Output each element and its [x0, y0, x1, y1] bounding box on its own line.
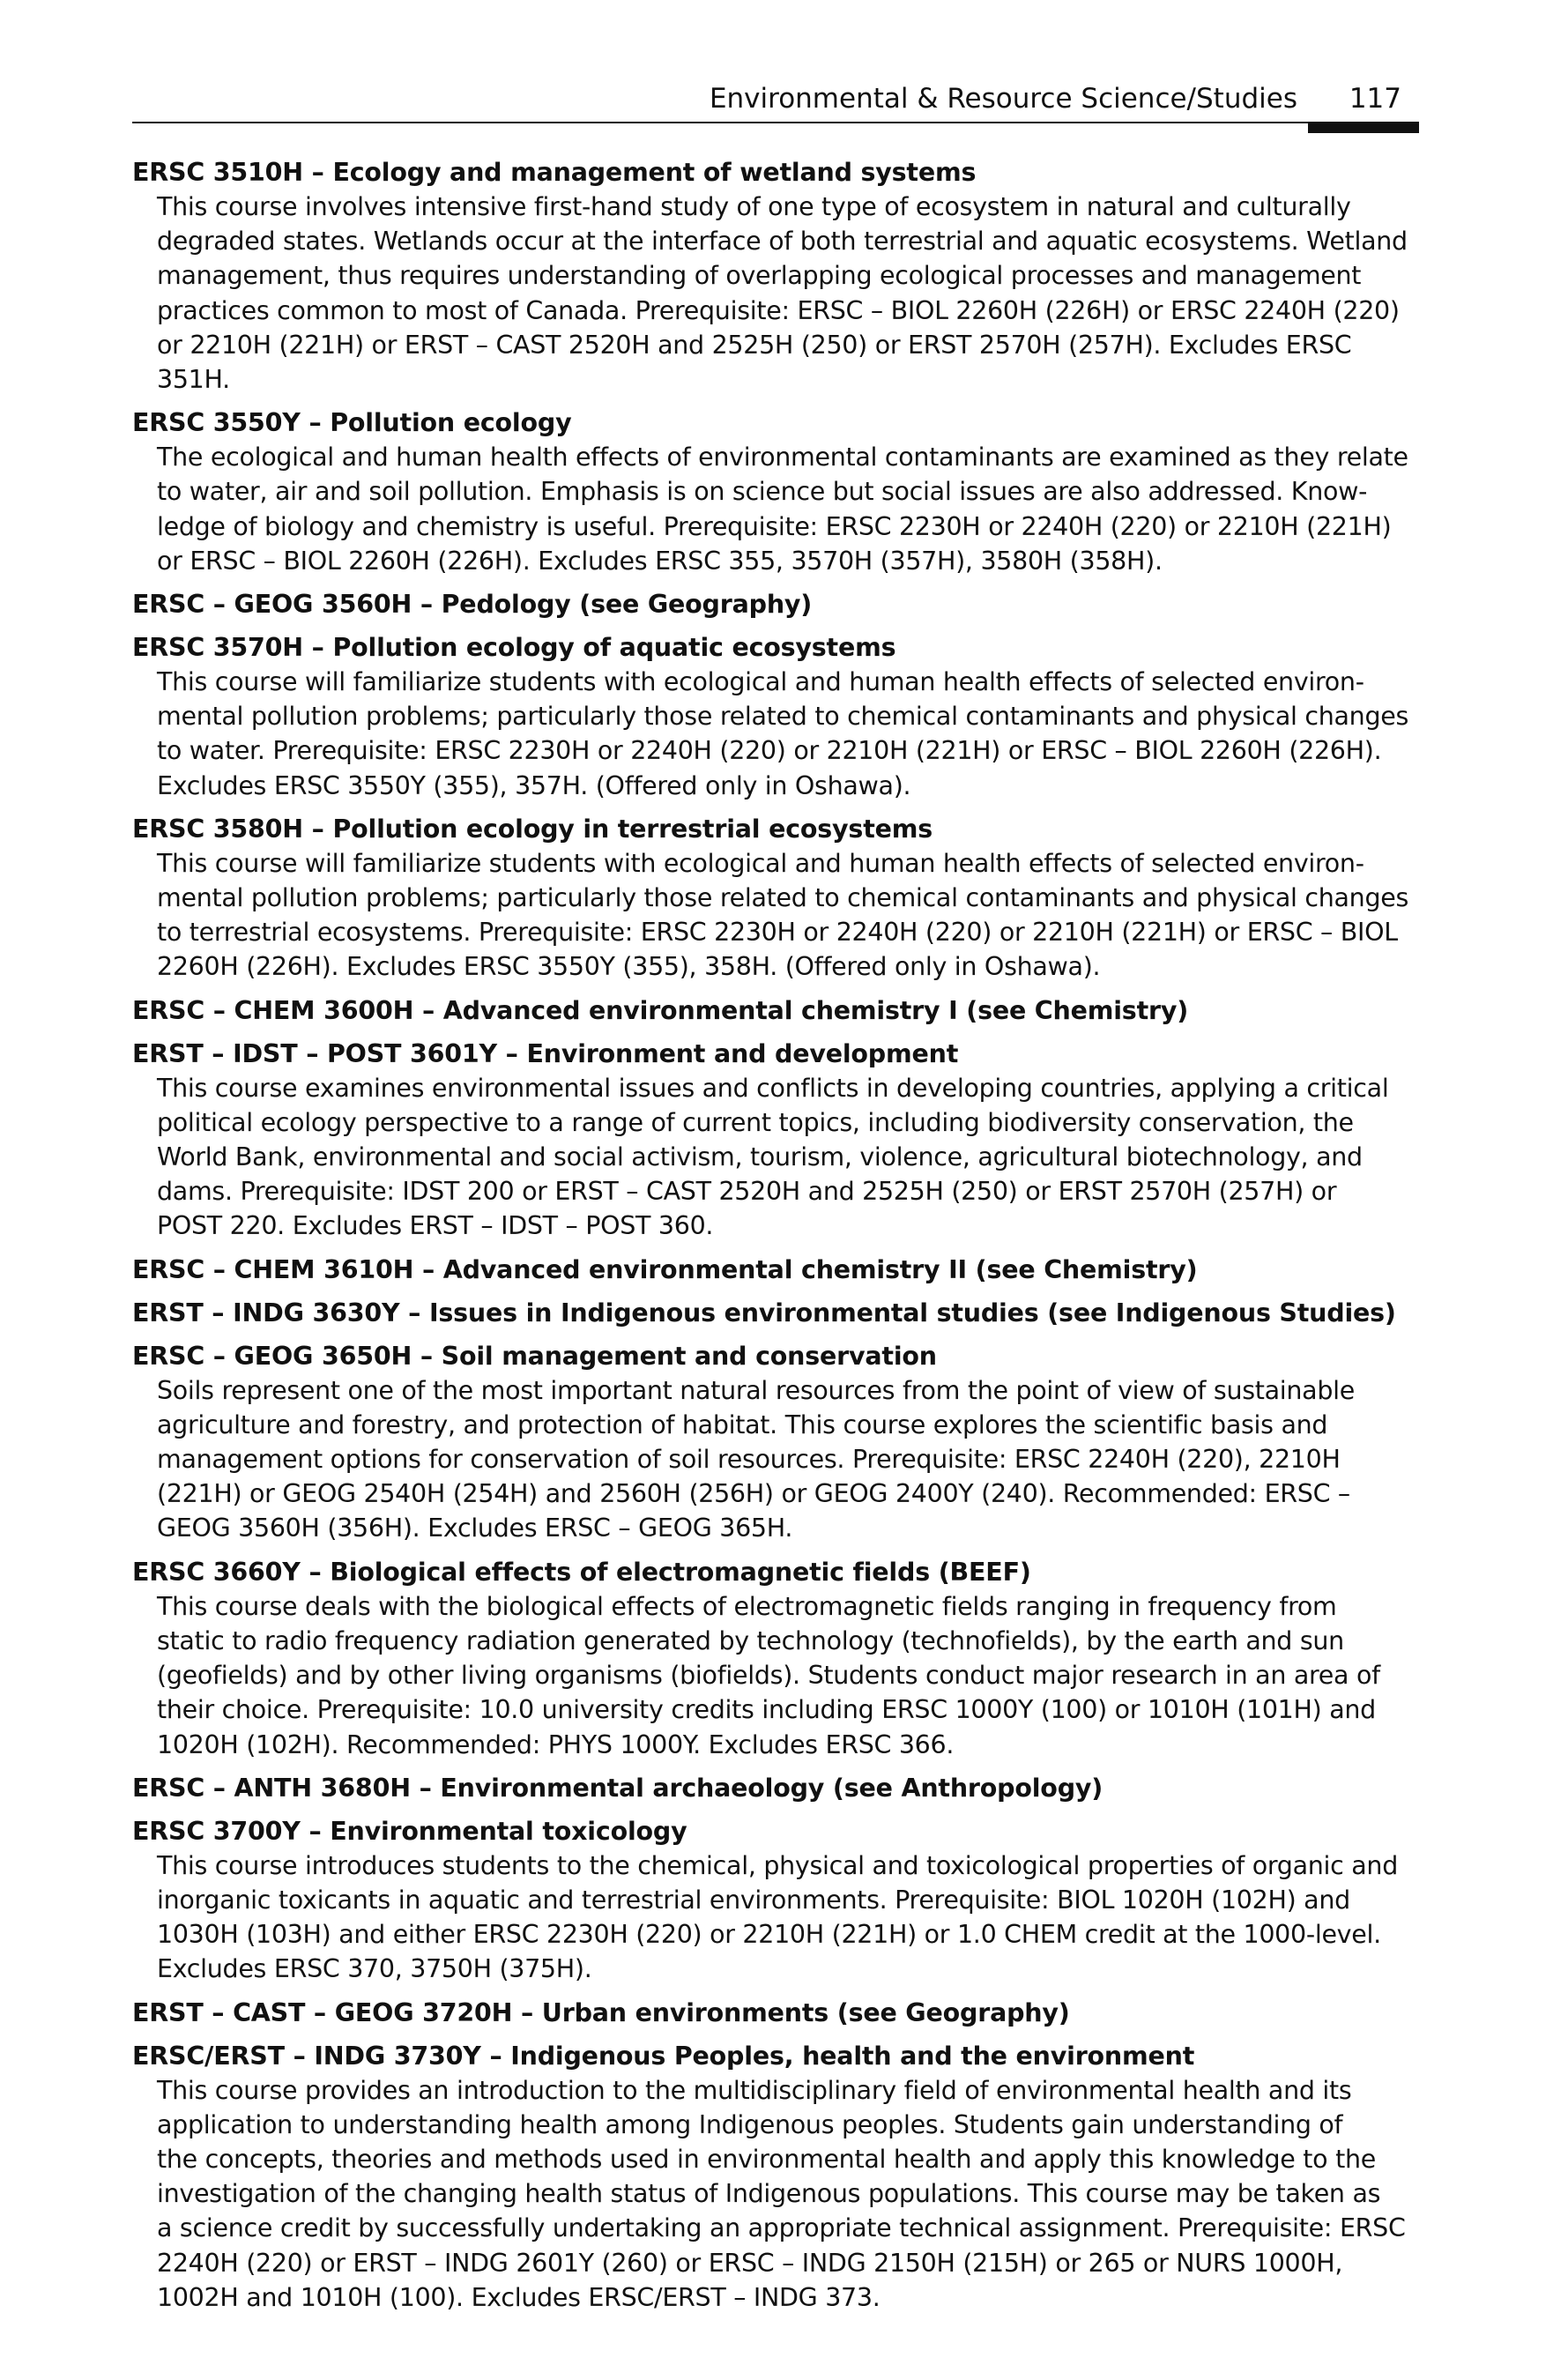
description-line: mental pollution problems; particularly those related to chemical contaminants and physical changes [157, 702, 1409, 732]
description-line: to water, air and soil pollution. Emphasis is on science but social issues are also addressed. Know- [157, 477, 1368, 507]
description-line: Excludes ERSC 370, 3750H (375H). [157, 1954, 592, 1984]
course-heading: ERSC 3510H – Ecology and management of wetland systems [132, 158, 977, 187]
description-line: the concepts, theories and methods used in environmental health and apply this knowledge to the [157, 2144, 1376, 2174]
course-description [157, 440, 1419, 578]
course-description [157, 1373, 1419, 1546]
course-heading: ERST – INDG 3630Y – Issues in Indigenous environmental studies (see Indigenous Studies) [132, 1298, 1396, 1328]
course-description [157, 2073, 1419, 2315]
description-line: mental pollution problems; particularly those related to chemical contaminants and physical changes [157, 883, 1409, 913]
description-line: application to understanding health among Indigenous peoples. Students gain understanding of [157, 2109, 1343, 2139]
description-line: (geofields) and by other living organisms (biofields). Students conduct major research in an area of [157, 1661, 1380, 1691]
description-line: or ERSC – BIOL 2260H (226H). Excludes ERSC 355, 3570H (357H), 3580H (358H). [157, 546, 1163, 576]
section-title: Environmental & Resource Science/Studies [709, 83, 1297, 115]
course-entry [132, 1037, 1419, 1244]
course-entry [132, 1771, 1419, 1805]
course-description [157, 665, 1419, 803]
description-line: political ecology perspective to a range of current topics, including biodiversity conservation, the [157, 1107, 1354, 1137]
course-heading: ERSC 3570H – Pollution ecology of aquatic ecosystems [132, 633, 896, 663]
description-line: a science credit by successfully undertaking an appropriate technical assignment. Prerequisite: ERSC [157, 2213, 1406, 2243]
course-heading: ERSC – ANTH 3680H – Environmental archaeology (see Anthropology) [132, 1773, 1103, 1803]
description-line: POST 220. Excludes ERST – IDST – POST 360. [157, 1211, 714, 1241]
description-line: management, thus requires understanding of overlapping ecological processes and management [157, 261, 1362, 291]
course-heading: ERST – IDST – POST 3601Y – Environment and development [132, 1038, 959, 1068]
description-line: The ecological and human health effects of environmental contaminants are examined as they relate [157, 443, 1408, 472]
course-description [157, 1848, 1419, 1987]
header-tab-bar [1308, 123, 1419, 133]
description-line: This course will familiarize students with ecological and human health effects of selected environ- [157, 667, 1364, 697]
course-description [157, 1589, 1419, 1762]
description-line: to terrestrial ecosystems. Prerequisite: ERSC 2230H or 2240H (220) or 2210H (221H) or ERSC – BIOL [157, 918, 1398, 948]
description-line: This course introduces students to the chemical, physical and toxicological properties of organic and [157, 1850, 1398, 1880]
course-heading: ERSC – CHEM 3600H – Advanced environmental chemistry I (see Chemistry) [132, 995, 1189, 1025]
course-entry [132, 1339, 1419, 1546]
course-entry [132, 587, 1419, 621]
header-rule [132, 122, 1419, 123]
description-line: to water. Prerequisite: ERSC 2230H or 2240H (220) or 2210H (221H) or ERSC – BIOL 2260H (226H). [157, 736, 1382, 766]
description-line: 2240H (220) or ERST – INDG 2601Y (260) or ERSC – INDG 2150H (215H) or 265 or NURS 1000H, [157, 2248, 1343, 2278]
course-entry [132, 1814, 1419, 1987]
description-line: practices common to most of Canada. Prerequisite: ERSC – BIOL 2260H (226H) or ERSC 2240H (220) [157, 295, 1400, 325]
course-entry [132, 405, 1419, 578]
description-line: GEOG 3560H (356H). Excludes ERSC – GEOG 365H. [157, 1514, 793, 1543]
description-line: This course deals with the biological effects of electromagnetic fields ranging in frequency from [157, 1591, 1337, 1621]
course-heading: ERSC 3580H – Pollution ecology in terrestrial ecosystems [132, 814, 933, 844]
course-entry [132, 812, 1419, 985]
description-line: investigation of the changing health status of Indigenous populations. This course may be taken as [157, 2179, 1381, 2209]
description-line: static to radio frequency radiation generated by technology (technofields), by the earth and sun [157, 1625, 1344, 1655]
course-heading: ERST – CAST – GEOG 3720H – Urban environments (see Geography) [132, 1997, 1070, 2027]
course-description [157, 846, 1419, 985]
description-line: 2260H (226H). Excludes ERSC 3550Y (355), 358H. (Offered only in Oshawa). [157, 952, 1101, 982]
course-description [157, 190, 1419, 397]
description-line: 1002H and 1010H (100). Excludes ERSC/ERST – INDG 373. [157, 2282, 881, 2312]
description-line: 351H. [157, 365, 230, 395]
description-line: World Bank, environmental and social activism, tourism, violence, agricultural biotechnology, and [157, 1142, 1363, 1172]
course-entry [132, 993, 1419, 1028]
course-entry [132, 1996, 1419, 2030]
document-page [132, 0, 1419, 2312]
course-entry [132, 1555, 1419, 1762]
description-line: This course will familiarize students with ecological and human health effects of selected environ- [157, 848, 1364, 878]
description-line: their choice. Prerequisite: 10.0 university credits including ERSC 1000Y (100) or 1010H (101H) and [157, 1695, 1376, 1725]
description-line: agriculture and forestry, and protection of habitat. This course explores the scientific basis and [157, 1409, 1328, 1439]
course-entry [132, 1253, 1419, 1287]
course-entry [132, 1296, 1419, 1330]
page-header [132, 0, 1419, 137]
course-list [132, 155, 1419, 2324]
description-line: This course involves intensive first-hand study of one type of ecosystem in natural and culturally [157, 192, 1351, 221]
course-heading: ERSC – CHEM 3610H – Advanced environmental chemistry II (see Chemistry) [132, 1254, 1198, 1284]
description-line: Excludes ERSC 3550Y (355), 357H. (Offered only in Oshawa). [157, 770, 911, 800]
course-heading: ERSC – GEOG 3650H – Soil management and conservation [132, 1341, 937, 1371]
description-line: This course provides an introduction to the multidisciplinary field of environmental health and its [157, 2075, 1352, 2105]
description-line: 1020H (102H). Recommended: PHYS 1000Y. Excludes ERSC 366. [157, 1729, 955, 1759]
description-line: This course examines environmental issues and conflicts in developing countries, applying a critical [157, 1073, 1389, 1103]
description-line: degraded states. Wetlands occur at the interface of both terrestrial and aquatic ecosystems. Wetland [157, 227, 1408, 257]
description-line: 1030H (103H) and either ERSC 2230H (220) or 2210H (221H) or 1.0 CHEM credit at the 1000-level. [157, 1920, 1381, 1950]
course-heading: ERSC 3660Y – Biological effects of electromagnetic fields (BEEF) [132, 1557, 1031, 1587]
course-heading: ERSC/ERST – INDG 3730Y – Indigenous Peoples, health and the environment [132, 2041, 1195, 2071]
description-line: ledge of biology and chemistry is useful. Prerequisite: ERSC 2230H or 2240H (220) or 2210H (221H) [157, 511, 1392, 541]
course-heading: ERSC 3550Y – Pollution ecology [132, 408, 572, 438]
course-heading: ERSC 3700Y – Environmental toxicology [132, 1816, 687, 1846]
description-line: dams. Prerequisite: IDST 200 or ERST – CAST 2520H and 2525H (250) or ERST 2570H (257H) or [157, 1177, 1337, 1207]
description-line: or 2210H (221H) or ERST – CAST 2520H and 2525H (250) or ERST 2570H (257H). Excludes ERSC [157, 330, 1352, 360]
course-entry [132, 2039, 1419, 2315]
description-line: Soils represent one of the most important natural resources from the point of view of sustainable [157, 1375, 1355, 1405]
description-line: management options for conservation of soil resources. Prerequisite: ERSC 2240H (220), 2210H [157, 1445, 1341, 1475]
course-entry [132, 155, 1419, 397]
page-number: 117 [1349, 83, 1401, 115]
description-line: inorganic toxicants in aquatic and terrestrial environments. Prerequisite: BIOL 1020H (102H) and [157, 1885, 1350, 1915]
description-line: (221H) or GEOG 2540H (254H) and 2560H (256H) or GEOG 2400Y (240). Recommended: ERSC – [157, 1479, 1350, 1509]
course-description [157, 1071, 1419, 1244]
course-heading: ERSC – GEOG 3560H – Pedology (see Geography) [132, 590, 813, 620]
course-entry [132, 630, 1419, 803]
